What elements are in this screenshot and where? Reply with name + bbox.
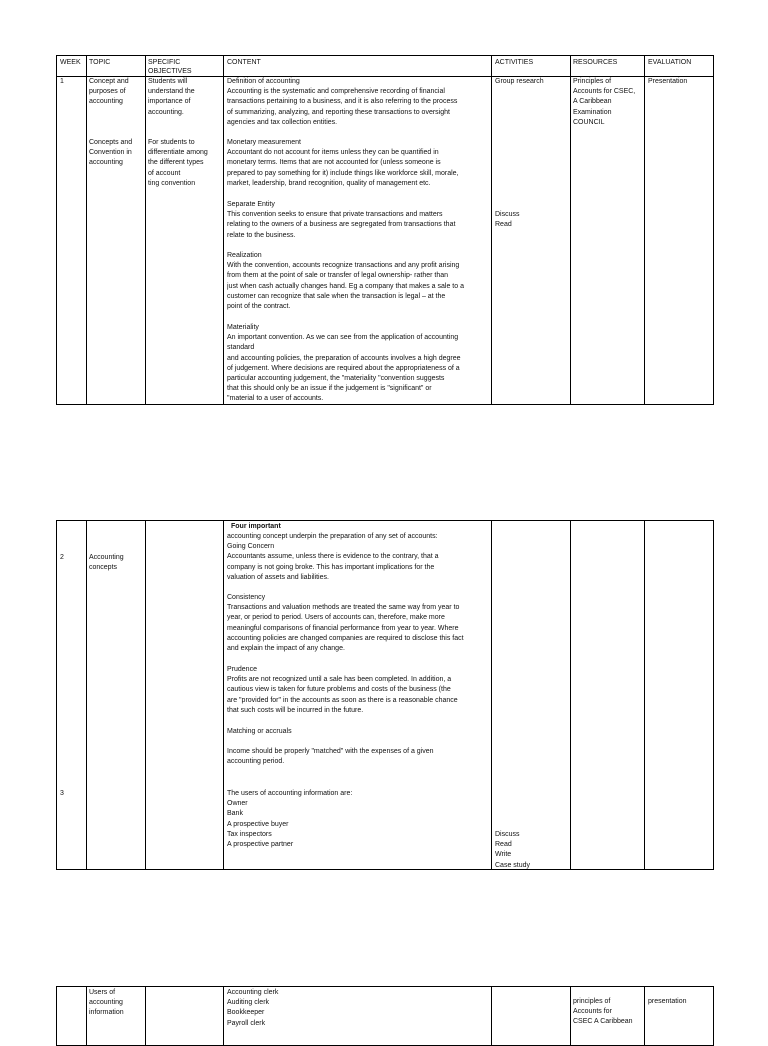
content-careers: Accounting clerk Auditing clerk Bookkeeper Payroll clerk [227, 989, 279, 1027]
week-number-2: 2 [60, 554, 64, 561]
content-users-list: The users of accounting information are: Owner Bank A prospective buyer Tax inspectors A prospective partner [227, 790, 353, 849]
resources-book: Principles of Accounts for CSEC, A Caribbean Examination COUNCIL [573, 78, 636, 126]
header-content: CONTENT [227, 59, 261, 66]
header-week: WEEK [60, 59, 81, 66]
content-prudence: Prudence Profits are not recognized until a sale has been completed. In addition, a cautious view is taken for future problems and costs of the business (the are "provided for" in the accounts as soon as there is a reasonable chance that such costs will be incurred in the future. [227, 666, 458, 714]
content-materiality: Materiality An important convention. As we can see from the application of accounting standard and accounting policies, the preparation of accounts involves a high degree of judgement. Where decisions are required about the appropriateness of a particular accounting judgement, the "materiality "convention suggests that this should only be an issue if the judgement is "significant" or "material to a user of accounts. [227, 324, 461, 403]
header-activities: ACTIVITIES [495, 59, 534, 66]
week-number-3: 3 [60, 790, 64, 797]
activity-discuss-read: Discuss Read [495, 211, 520, 229]
header-evaluation: EVALUATION [648, 59, 692, 66]
evaluation-presentation-2: presentation [648, 998, 687, 1005]
topic-users-of-information: Users of accounting information [89, 989, 124, 1017]
topic-conventions: Concepts and Convention in accounting [89, 139, 133, 167]
header-objectives: SPECIFIC OBJECTIVES [148, 59, 192, 75]
content-consistency: Consistency Transactions and valuation methods are treated the same way from year to year, or period to period. Users of accounts can, therefore, make more meaningful comparisons of financial performance from year to year. Where accounting policies are changed companies are required to disclose this fact and explain the impact of any change. [227, 594, 464, 653]
content-definition: Definition of accounting Accounting is the systematic and comprehensive recording of financial transactions pertaining to a business, and it is also referring to the process of summarizing, analyzing, and reporting these transactions to oversight agencies and tax collection entities. [227, 78, 458, 126]
content-monetary-measurement: Monetary measurement Accountant do not account for items unless they can be quantified in monetary terms. Items that are not accounted for (unless someone is prepared to pay something for it) include things like workforce skill, morale, market, leadership, brand recognition, quality of management etc. [227, 139, 459, 187]
activity-group-research: Group research [495, 78, 544, 85]
topic-accounting-concepts: Accounting concepts [89, 554, 124, 572]
table-users [56, 986, 714, 1046]
topic-purposes: Concept and purposes of accounting [89, 78, 129, 106]
objective-differentiate: For students to differentiate among the different types of account ting convention [148, 139, 208, 187]
resources-book-2: principles of Accounts for CSEC A Caribbean [573, 998, 633, 1026]
content-income: Income should be properly "matched" with the expenses of a given accounting period. [227, 748, 434, 766]
evaluation-presentation: Presentation [648, 78, 688, 85]
table-weeks-2-3 [56, 520, 714, 870]
header-resources: RESOURCES [573, 59, 618, 66]
header-topic: TOPIC [89, 59, 111, 66]
table-week-1 [56, 55, 714, 405]
objective-importance: Students will understand the importance of accounting. [148, 78, 195, 116]
content-separate-entity: Separate Entity This convention seeks to ensure that private transactions and matters relating to the owners of a business are segregated from transactions that relate to the business. [227, 201, 456, 239]
activities-list: Discuss Read Write Case study [495, 831, 531, 869]
content-heading: Four important [231, 523, 281, 530]
week-number: 1 [60, 78, 64, 85]
content-matching: Matching or accruals [227, 728, 292, 735]
content-going-concern: accounting concept underpin the preparation of any set of accounts: Going Concern Accountants assume, unless there is evidence to the contrary, that a company is not going broke. This has important implications for the valuation of assets and liabilities. [227, 533, 439, 581]
content-realization: Realization With the convention, accounts recognize transactions and any profit arising from them at the point of sale or transfer of legal ownership- rather than just when cash actually changes hand. Eg a company that makes a sale to a customer can recognize that sale when the transaction is legal – at the point of the contract. [227, 252, 464, 311]
